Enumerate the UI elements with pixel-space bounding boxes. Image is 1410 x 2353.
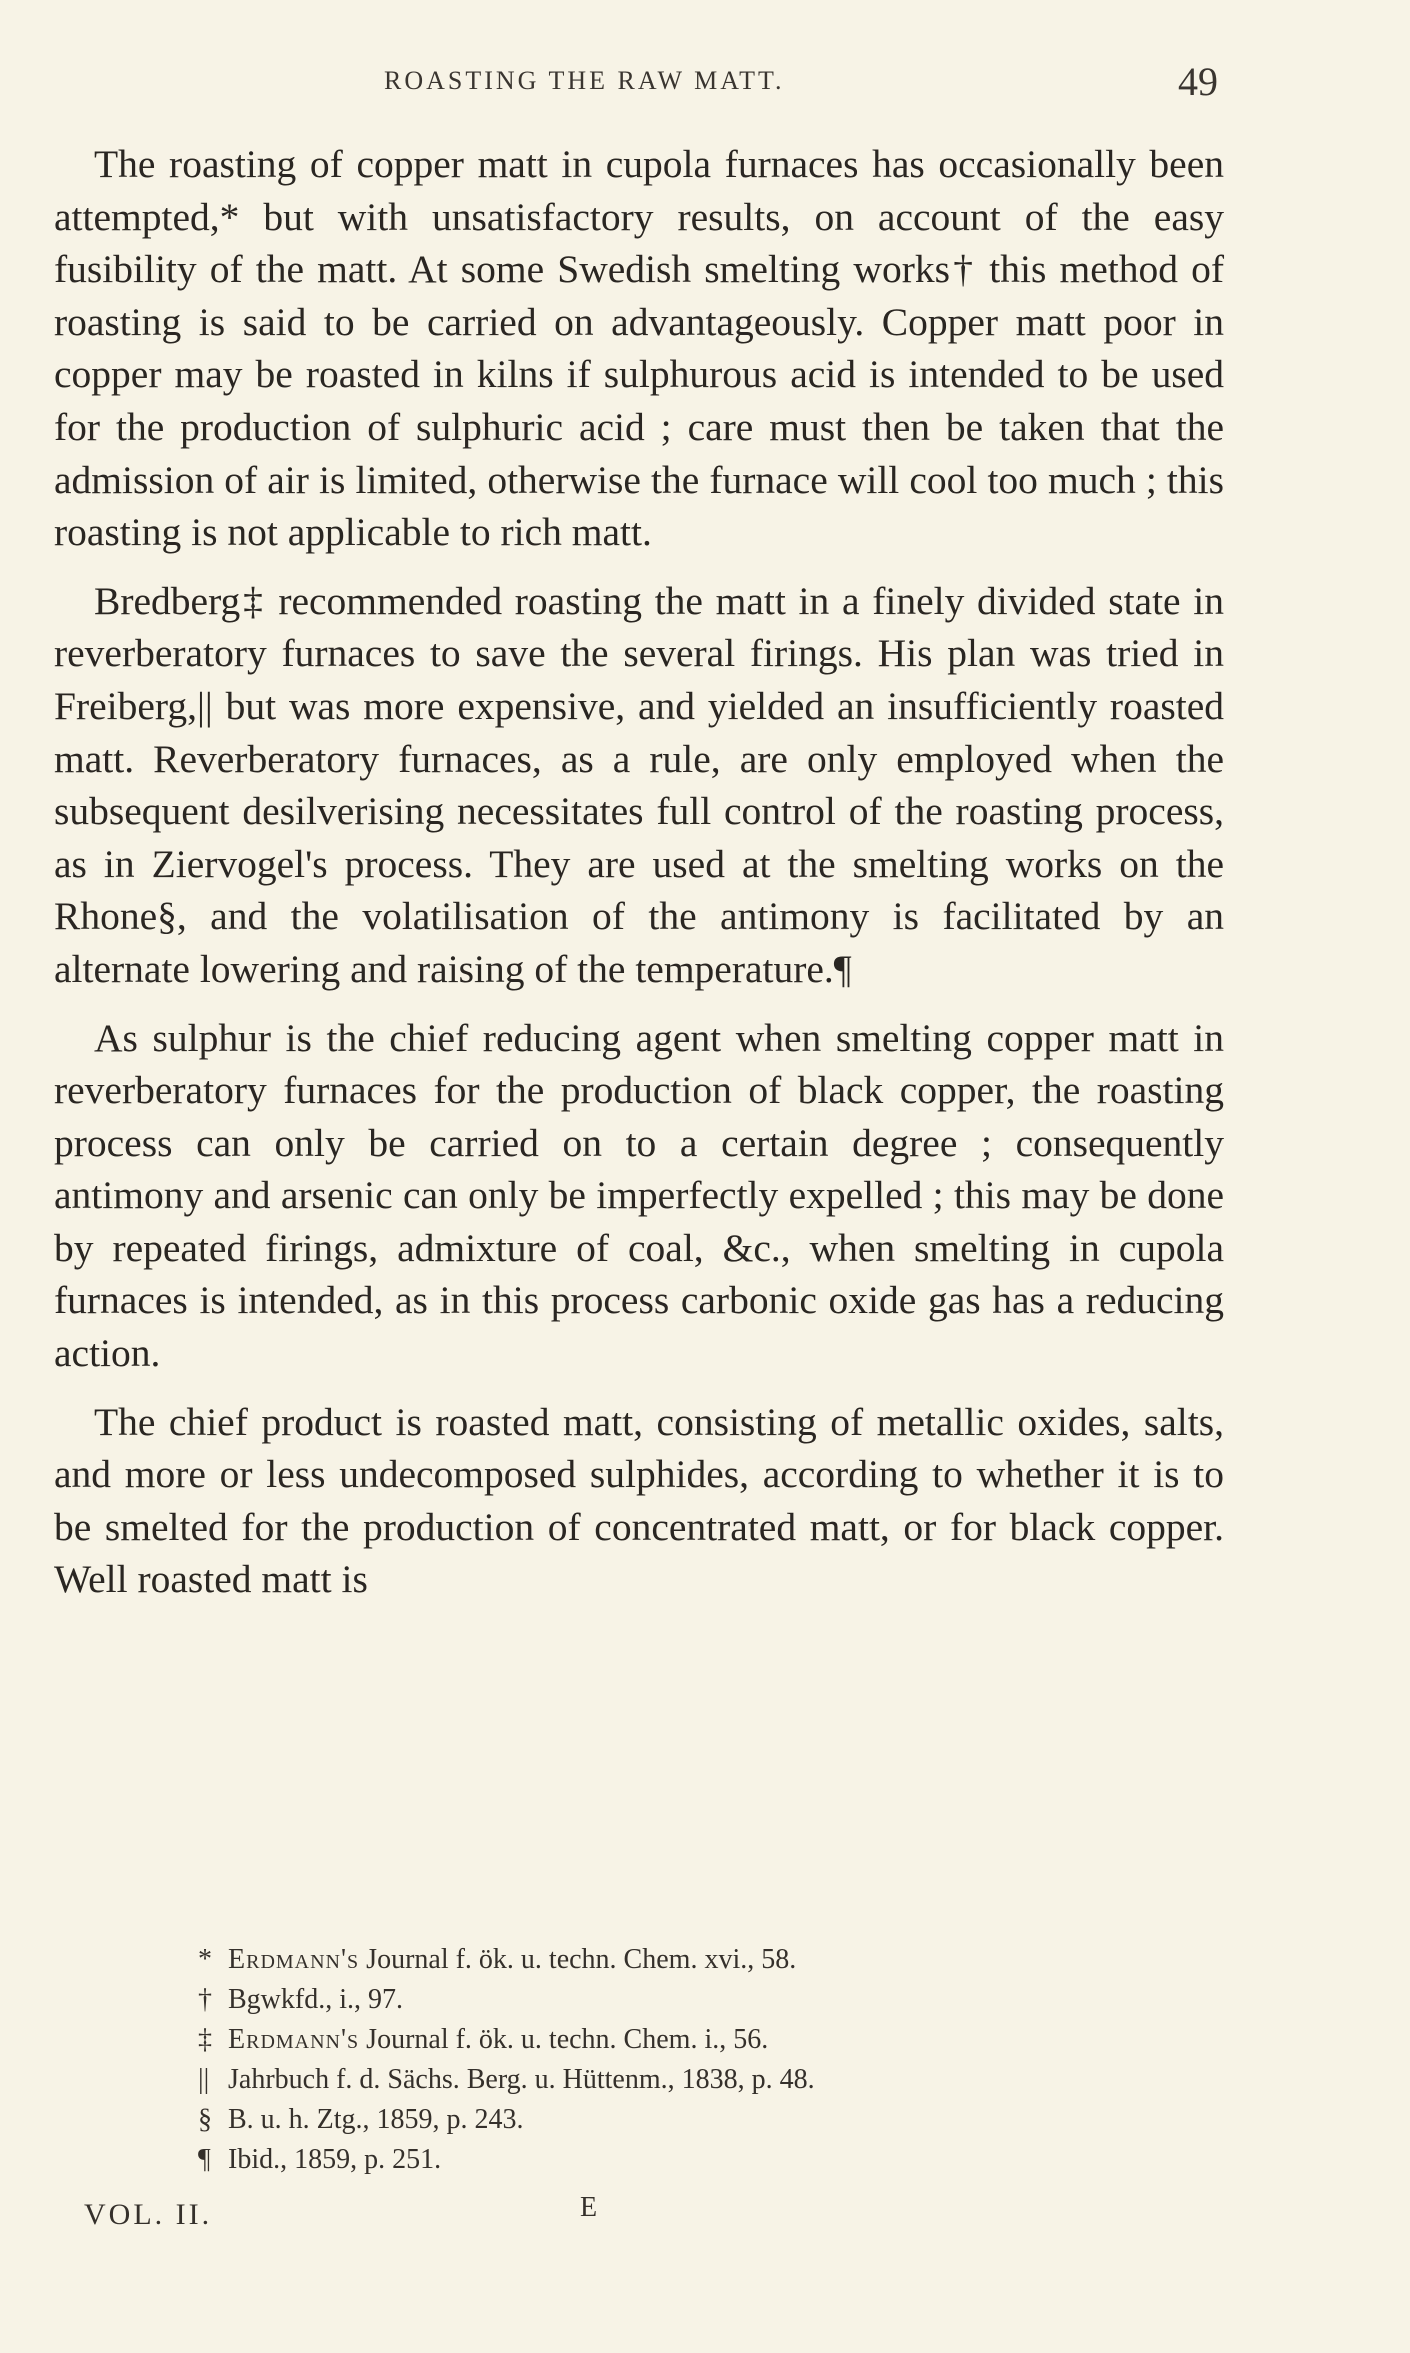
footnote-text: Ibid., 1859, p. 251.: [228, 2144, 442, 2175]
footnote-text: Journal f. ök. u. techn. Chem. xvi., 58.: [359, 1944, 797, 1975]
paragraph: The roasting of copper matt in cupola furnaces has occasionally been attempted,* but with unsatisfactory results, on account of the easy fusibility of the matt. At some Swedish smelting works† this method of roasting is said to be carried on advantageously. Copper matt poor in copper may be roasted in kilns if sulphurous acid is intended to be used for the production of sulphuric acid ; care must then be taken that the admission of air is limited, otherwise the furnace will cool too much ; this roasting is not applicable to rich matt.: [54, 142, 1224, 555]
footnote-text: B. u. h. Ztg., 1859, p. 243.: [228, 2104, 524, 2135]
footnote-mark: *: [198, 1944, 212, 1975]
footnote-text: Jahrbuch f. d. Sächs. Berg. u. Hüttenm., 1838, p. 48.: [228, 2064, 815, 2095]
footnote: [198, 1940, 1098, 1980]
footnote-mark: ||: [198, 2064, 210, 2095]
footnote-mark: §: [198, 2104, 212, 2135]
footnote: [198, 2100, 1098, 2140]
footnote-mark: ¶: [198, 2144, 211, 2175]
footnote-author: Erdmann's: [228, 1944, 360, 1975]
footnotes: [198, 1940, 1098, 2180]
page-number: 49: [1178, 59, 1218, 104]
volume-label: VOL. II.: [84, 2198, 213, 2231]
paragraph: The chief product is roasted matt, consisting of metallic oxides, salts, and more or less undecomposed sulphides, according to whether it is to be smelted for the production of concentrated matt, or for black copper. Well roasted matt is: [54, 1399, 1224, 1602]
footnote-text: Journal f. ök. u. techn. Chem. i., 56.: [359, 2024, 769, 2055]
paragraph: As sulphur is the chief reducing agent when smelting copper matt in reverberatory furnaces for the production of black copper, the roasting process can only be carried on to a certain degree ; consequently antimony and arsenic can only be imperfectly expelled ; this may be done by repeated firings, admixture of coal, &c., when smelting in cupola furnaces is intended, as in this process carbonic oxide gas has a reducing action.: [54, 1015, 1224, 1376]
footnote-mark: †: [198, 1984, 212, 2015]
footnote-text: Bgwkfd., i., 97.: [228, 1984, 403, 2015]
footnote-mark: ‡: [198, 2024, 212, 2055]
paragraph: Bredberg‡ recommended roasting the matt in a finely divided state in reverberatory furnaces to save the several firings. His plan was tried in Freiberg,|| but was more expensive, and yielded an insufficiently roasted matt. Reverberatory furnaces, as a rule, are only employed when the subsequent desilverising necessitates full control of the roasting process, as in Ziervogel's process. They are used at the smelting works on the Rhone§, and the volatilisation of the antimony is facilitated by an alternate lowering and raising of the temperature.¶: [54, 578, 1224, 991]
footnote-author: Erdmann's: [228, 2024, 360, 2055]
footnote: [198, 2060, 1098, 2100]
running-title: ROASTING THE RAW MATT.: [384, 66, 785, 95]
body-text: [54, 138, 1224, 1622]
signature-mark: E: [580, 2192, 598, 2223]
footnote: [198, 2140, 1098, 2180]
footnote: [198, 2020, 1098, 2060]
footnote: [198, 1980, 1098, 2020]
